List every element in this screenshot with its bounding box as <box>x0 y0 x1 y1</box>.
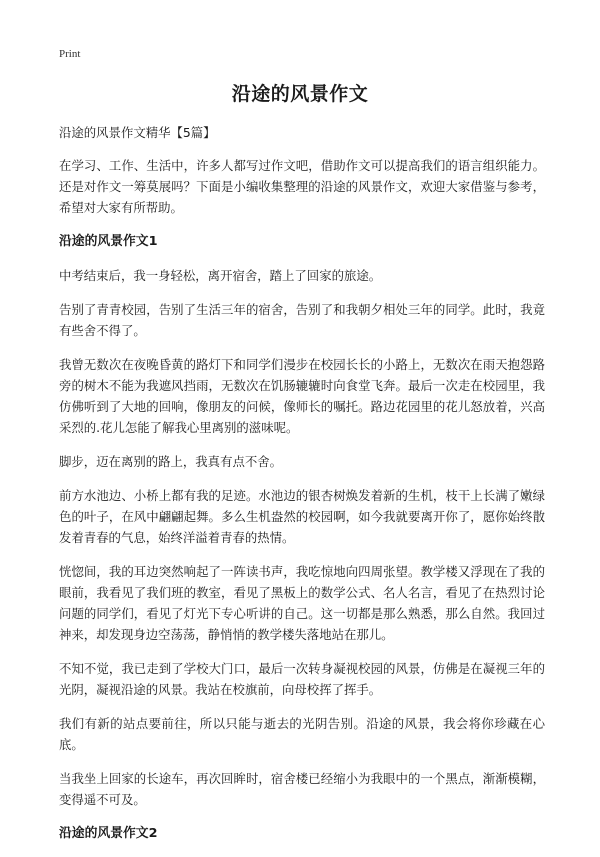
paragraph: 当我坐上回家的长途车，再次回眸时，宿舍楼已经缩小为我眼中的一个黑点，渐渐模糊，变得遥不可及。 <box>59 771 545 807</box>
paragraph: 中考结束后，我一身轻松，离开宿舍，踏上了回家的旅途。 <box>59 268 382 283</box>
article-body <box>59 122 545 857</box>
paragraph: 告别了青青校园，告别了生活三年的宿舍，告别了和我朝夕相处三年的同学。此时，我竟有些舍不得了。 <box>59 302 545 338</box>
paragraph: 不知不觉，我已走到了学校大门口，最后一次转身凝视校园的风景，仿佛是在凝视三年的光阴，凝视沿途的风景。我站在校旗前，向母校挥了挥手。 <box>59 661 545 697</box>
paragraph: 我们有新的站点要前往，所以只能与逝去的光阴告别。沿途的风景，我会将你珍藏在心底。 <box>59 716 545 752</box>
paragraph: 前方水池边、小桥上都有我的足迹。水池边的银杏树焕发着新的生机，枝干上长满了嫩绿色的叶子，在风中翩翩起舞。多么生机盎然的校园啊，如今我就要离开你了，愿你始终散发着青春的气息，始终洋溢着青春的热情。 <box>59 488 545 545</box>
section-heading-1: 沿途的风景作文1 <box>59 234 158 249</box>
article-subtitle: 沿途的风景作文精华【5篇】 <box>59 125 216 140</box>
intro-paragraph: 在学习、工作、生活中，许多人都写过作文吧，借助作文可以提高我们的语言组织能力。还是对作文一筹莫展吗？下面是小编收集整理的沿途的风景作文，欢迎大家借鉴与参考，希望对大家有所帮助。 <box>59 158 545 215</box>
paragraph: 我曾无数次在夜晚昏黄的路灯下和同学们漫步在校园长长的小路上，无数次在雨天抱怨路旁的树木不能为我遮风挡雨，无数次在饥肠辘辘时向食堂飞奔。最后一次走在校园里，我仿佛听到了大地的回响，像朋友的问候，像师长的嘱托。路边花园里的花儿怒放着，兴高采烈的.花儿怎能了解我心里离别的滋味呢。 <box>59 357 545 435</box>
paragraph: 脚步，迈在离别的路上，我真有点不舍。 <box>59 454 283 469</box>
page-title: 沿途的风景作文 <box>231 83 369 105</box>
paragraph: 恍惚间，我的耳边突然响起了一阵读书声，我吃惊地向四周张望。教学楼又浮现在了我的眼前，我看见了我们班的教室，看见了黑板上的数学公式、名人名言，看见了在热烈讨论问题的同学们，看见了灯光下专心听讲的自己。这一切都是那么熟悉，那么自然。我回过神来，却发现身边空荡荡，静悄悄的教学楼失落地站在那儿。 <box>59 564 545 642</box>
print-label: Print <box>59 48 81 60</box>
section-heading-2: 沿途的风景作文2 <box>59 826 158 841</box>
